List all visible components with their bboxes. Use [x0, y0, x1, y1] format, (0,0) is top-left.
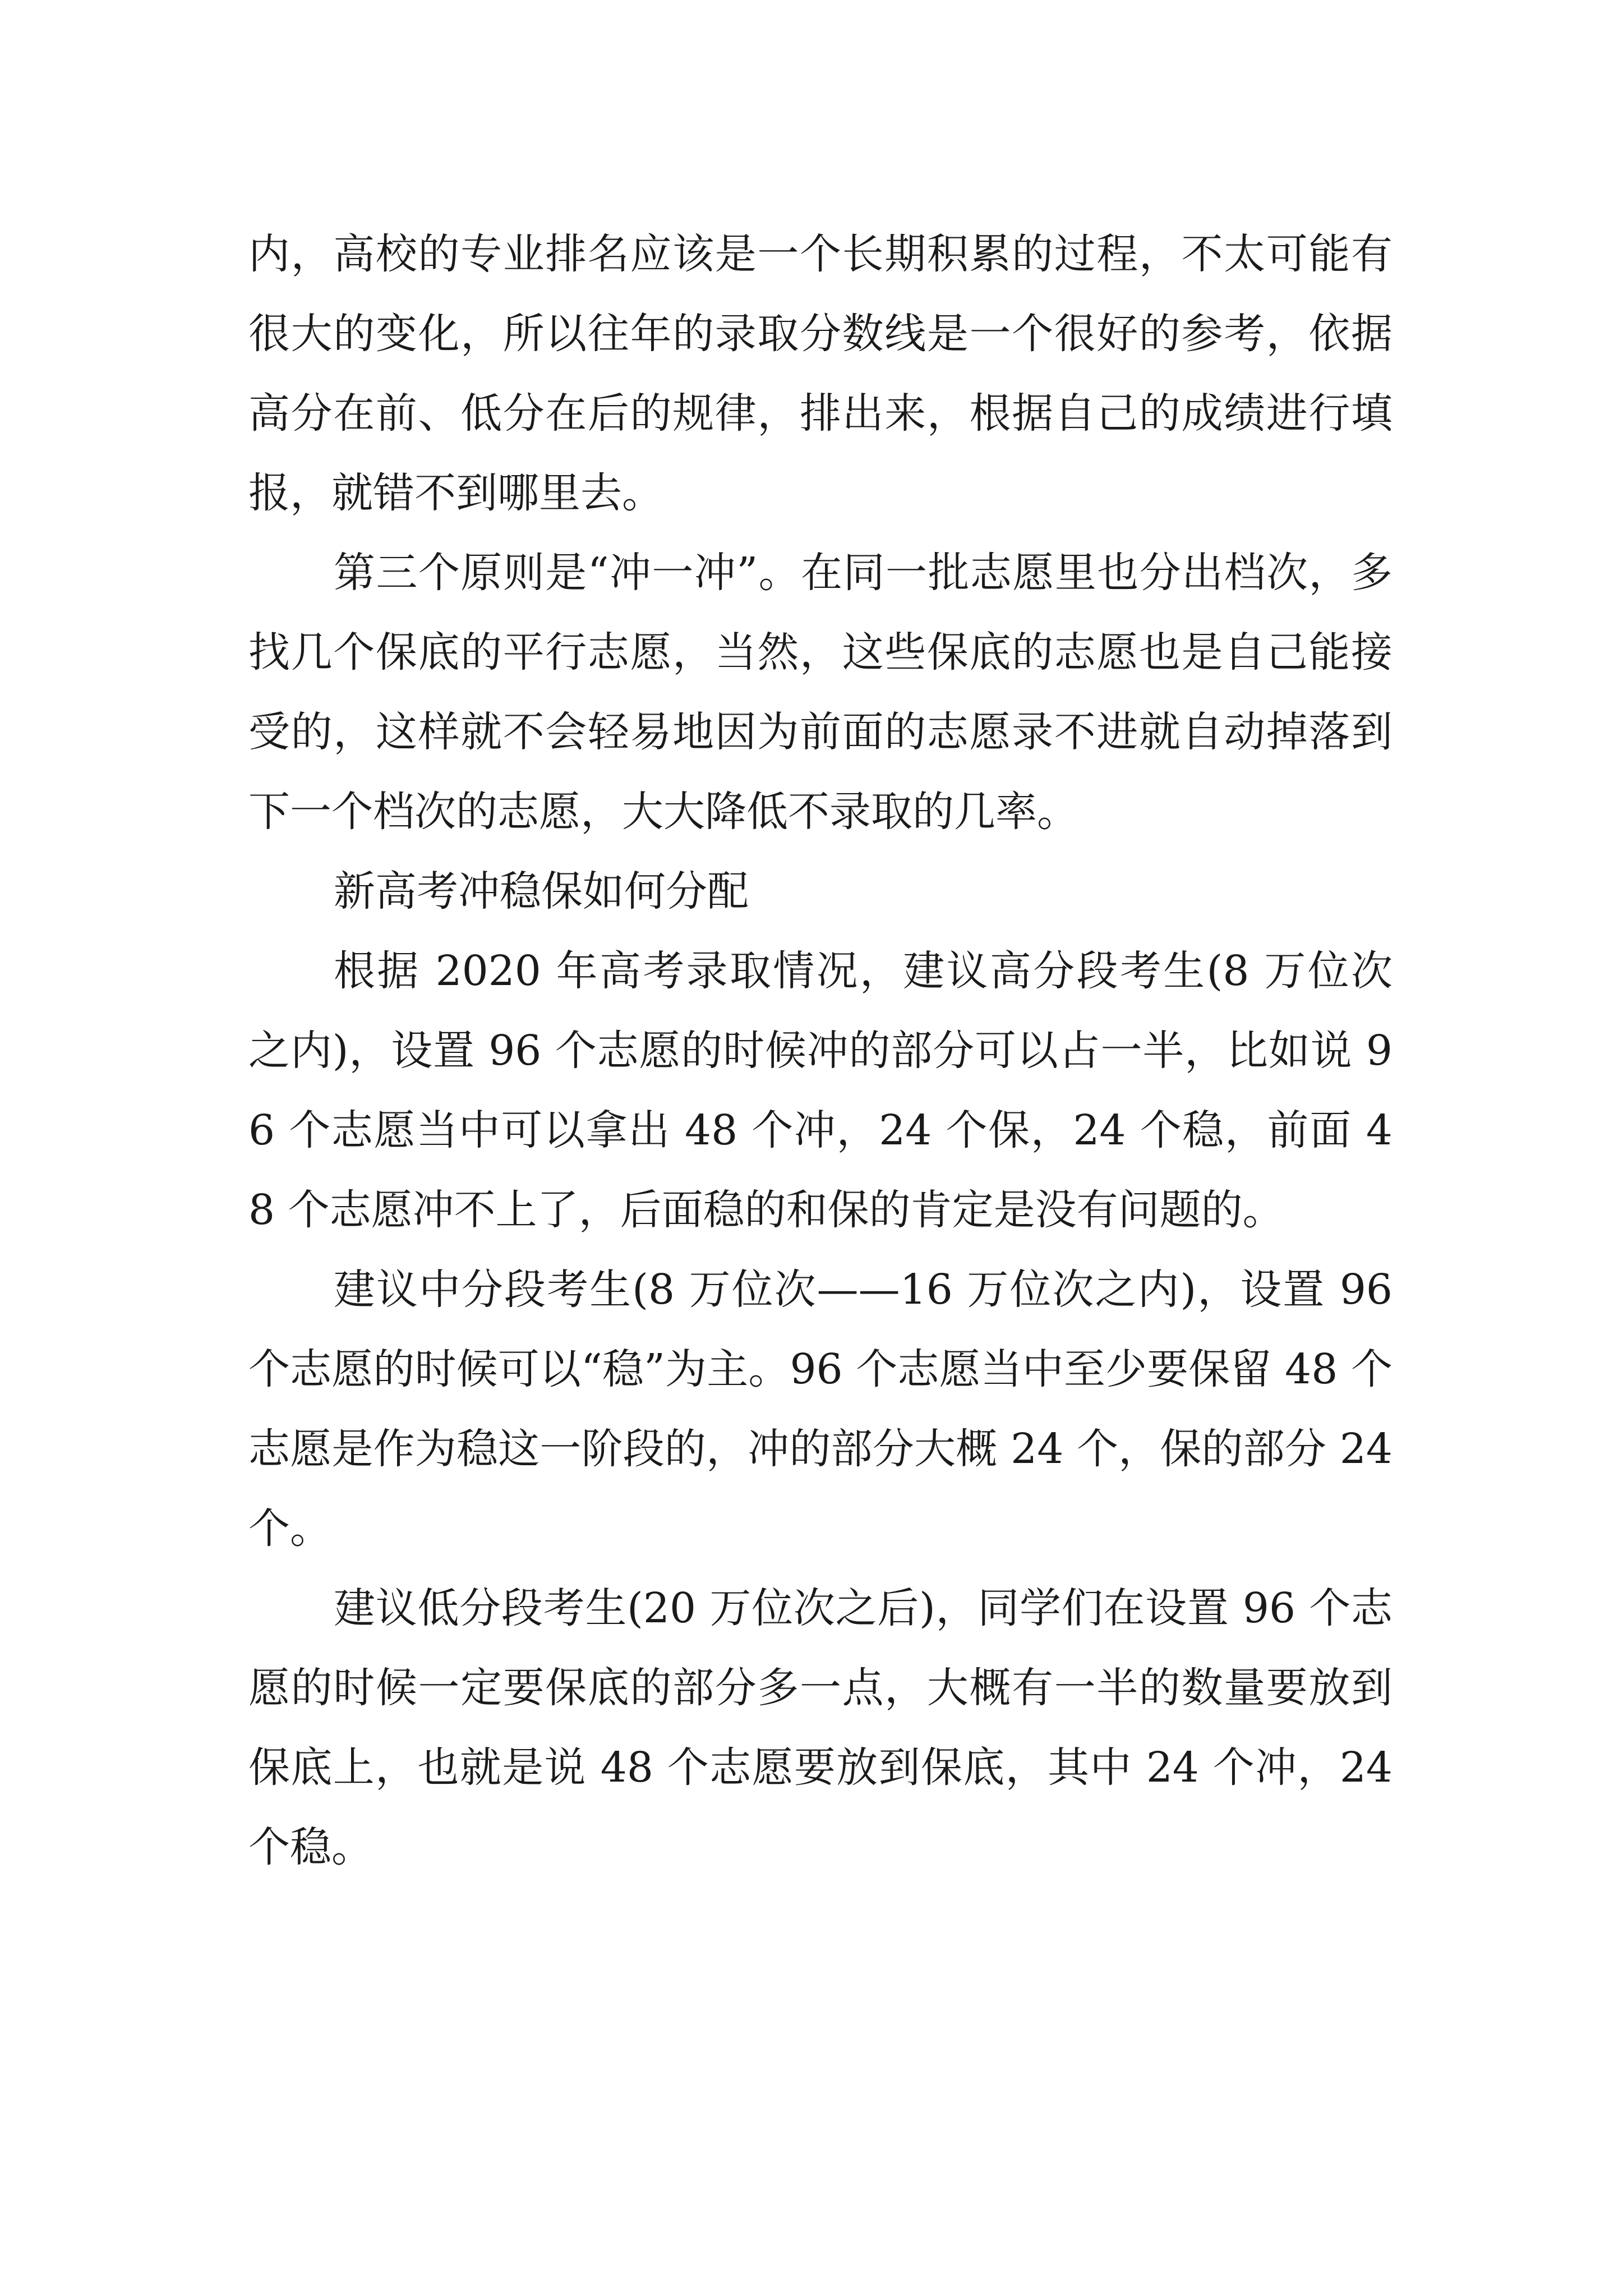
paragraph-continuation: 内，高校的专业排名应该是一个长期积累的过程，不太可能有很大的变化，所以往年的录取分数线是一个很好的参考，依据高分在前、低分在后的规律，排出来，根据自己的成绩进行填报，就错不到哪里去。 [248, 230, 1393, 517]
paragraph-low-score: 建议低分段考生(20 万位次之后)，同学们在设置 96 个志愿的时候一定要保底的部分多一点，大概有一半的数量要放到保底上，也就是说 48 个志愿要放到保底，其中 24 个冲，24 个稳。 [248, 1584, 1393, 1871]
paragraph-mid-score: 建议中分段考生(8 万位次——16 万位次之内)，设置 96 个志愿的时候可以“稳”为主。96 个志愿当中至少要保留 48 个志愿是作为稳这一阶段的，冲的部分大概 24 个，保的部分 24 个。 [248, 1266, 1393, 1553]
paragraph-high-score: 根据 2020 年高考录取情况，建议高分段考生(8 万位次之内)，设置 96 个志愿的时候冲的部分可以占一半，比如说 96 个志愿当中可以拿出 48 个冲，24 个保，24 个稳，前面 48 个志愿冲不上了，后面稳的和保的肯定是没有问题的。 [248, 947, 1393, 1234]
section-heading: 新高考冲稳保如何分配 [334, 867, 749, 915]
paragraph-principle-three: 第三个原则是“冲一冲”。在同一批志愿里也分出档次，多找几个保底的平行志愿，当然，这些保底的志愿也是自己能接受的，这样就不会轻易地因为前面的志愿录不进就自动掉落到下一个档次的志愿，大大降低不录取的几率。 [248, 549, 1393, 836]
document-body [248, 214, 1393, 1887]
